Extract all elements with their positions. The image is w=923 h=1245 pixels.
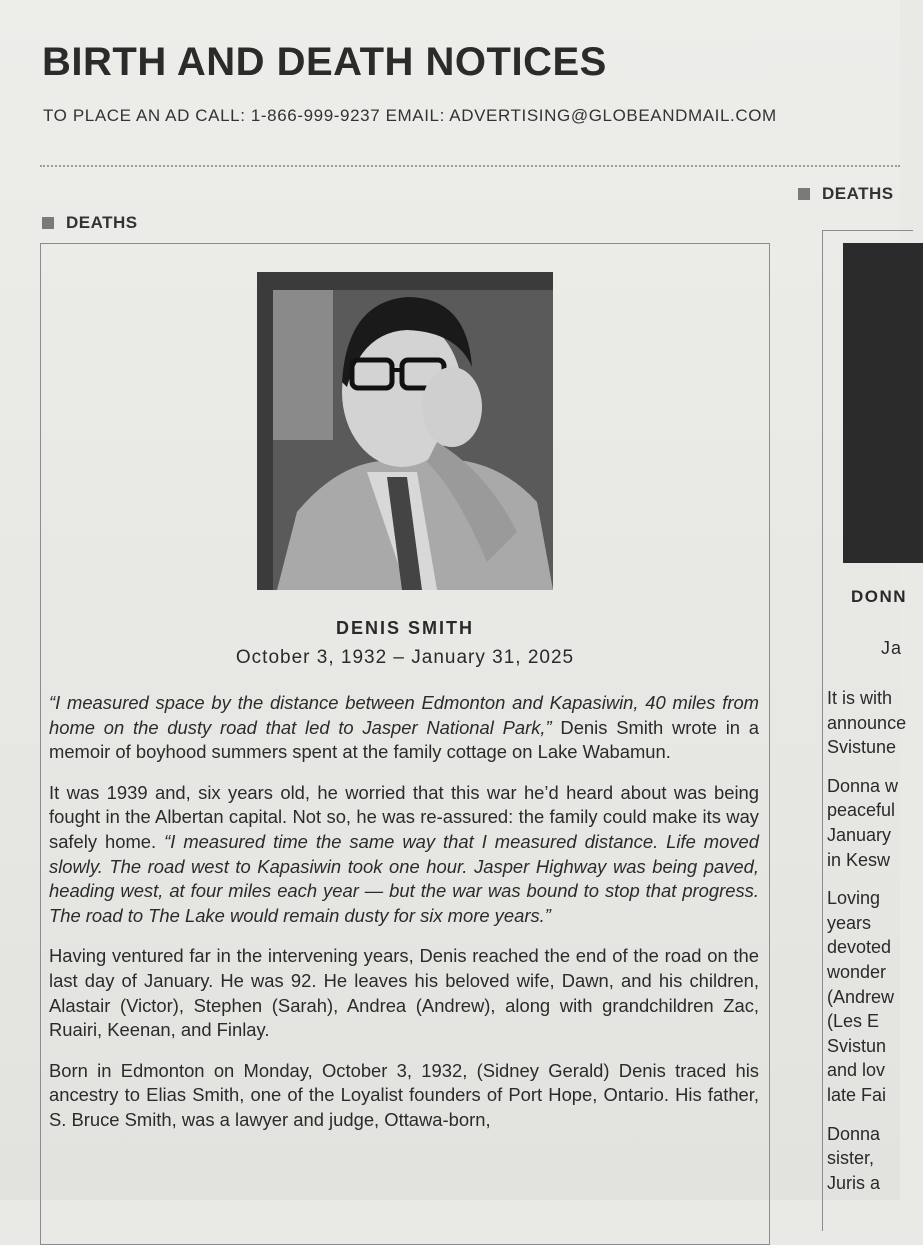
paragraph-text: Having ventured far in the intervening years, Denis reached the end of the road on the last day of January. He was 92. He leaves his beloved wife, Dawn, and his children, Alastair (Victor), Stephen (Sarah), Andrea (Andrew), along with grandchildren Zac, Ruairi, Keenan, and Finlay. <box>49 945 759 1041</box>
paragraph <box>827 886 906 1107</box>
life-dates: October 3, 1932 – January 31, 2025 <box>235 647 575 668</box>
text-line: years <box>827 912 872 933</box>
header-divider <box>40 165 900 167</box>
text-line: late Fai <box>827 1084 887 1105</box>
portrait-photo <box>257 272 553 590</box>
memoir-quote: “I measured space by the distance between Edmonton and Kapasiwin, 40 miles from home on the dusty road that led to Jasper National Park,” <box>49 692 759 738</box>
text-line: announce <box>827 712 907 733</box>
paragraph <box>49 781 759 929</box>
page-title: BIRTH AND DEATH NOTICES <box>42 40 607 84</box>
advertising-contact: TO PLACE AN AD CALL: 1-866-999-9237 EMAIL: ADVERTISING@GLOBEANDMAIL.COM <box>43 106 777 125</box>
text-line: Svistune <box>827 737 897 758</box>
paragraph-text: Denis Smith wrote in a memoir of boyhood summers spent at the family cottage on Lake Wabamun. <box>49 716 759 763</box>
section-label-text: DEATHS <box>66 213 138 232</box>
text-line: Juris a <box>827 1172 881 1193</box>
text-line: Svistun <box>827 1035 887 1056</box>
life-dates: Ja <box>881 638 903 658</box>
paragraph <box>827 686 906 760</box>
text-line: It is with <box>827 688 893 708</box>
paragraph <box>49 944 759 1042</box>
paragraph <box>49 1059 759 1133</box>
obituary-notice-right <box>822 230 913 1231</box>
obituary-body <box>49 691 759 1149</box>
text-line: sister, <box>827 1148 875 1169</box>
section-label-text: DEATHS <box>822 184 894 203</box>
deaths-section-label <box>42 213 138 233</box>
section-marker-icon <box>42 217 54 229</box>
text-line: (Andrew <box>827 986 895 1007</box>
paragraph <box>827 774 906 872</box>
deaths-section-label-right <box>798 184 894 204</box>
paragraph-text: It was 1939 and, six years old, he worried that this war he’d heard about was being fought in the Albertan capital. Not so, he was re-assured: the family could make its way safely home. <box>49 781 759 852</box>
deceased-name: DONN <box>851 587 908 606</box>
text-line: devoted <box>827 937 892 958</box>
text-line: wonder <box>827 961 887 982</box>
text-line: Donna w <box>827 775 899 796</box>
text-line: Loving <box>827 888 881 909</box>
paragraph <box>827 1122 906 1196</box>
paragraph <box>49 691 759 765</box>
text-line: Donna <box>827 1123 881 1144</box>
text-line: peaceful <box>827 800 896 821</box>
paragraph-text: Born in Edmonton on Monday, October 3, 1932, (Sidney Gerald) Denis traced his ancestry to Elias Smith, one of the Loyalist founders of Port Hope, Ontario. His father, S. Bruce Smith, was a lawyer and judge, Ottawa-born, <box>49 1059 759 1130</box>
deceased-name: DENIS SMITH <box>335 618 474 638</box>
obituary-body <box>827 686 906 1209</box>
text-line: in Kesw <box>827 849 891 870</box>
text-line: and lov <box>827 1060 886 1081</box>
portrait-photo <box>843 243 923 563</box>
text-line: (Les E <box>827 1011 880 1032</box>
section-marker-icon <box>798 188 810 200</box>
obituary-notice <box>40 243 770 1245</box>
memoir-quote: “I measured time the same way that I measured distance. Life moved slowly. The road west to Kapasiwin took one hour. Jasper Highway was being paved, heading west, at four miles each year — but the war was bound to stop that progress. The road to The Lake would remain dusty for six more years.” <box>49 830 760 926</box>
text-line: January <box>827 824 892 845</box>
